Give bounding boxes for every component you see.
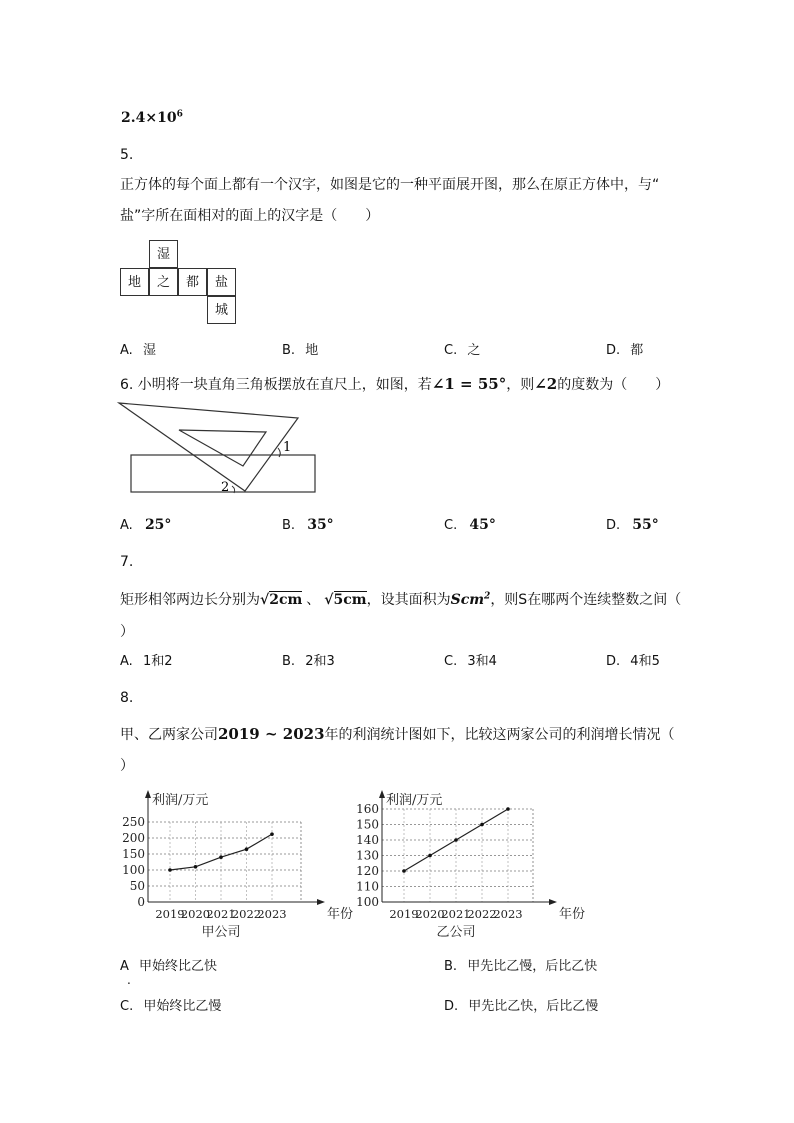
- chart-yi: [345, 788, 586, 948]
- data-point: [402, 869, 406, 873]
- q7-text: [120, 590, 681, 610]
- option-text: 湿: [142, 343, 156, 358]
- x-tick-label: 2023: [257, 907, 287, 921]
- angle1-label: 1: [283, 440, 292, 455]
- q7-text-line2: ）: [120, 624, 134, 640]
- q7-text-mid: ，设其面积为: [366, 592, 451, 608]
- q6-text: [120, 374, 669, 395]
- x-tick-label: 2022: [231, 907, 262, 921]
- y-tick-label: 160: [356, 802, 379, 816]
- angle1-arc: [278, 448, 280, 457]
- x-tick-label: 2019: [155, 907, 185, 921]
- chart-title: 乙公司: [436, 925, 476, 940]
- option-letter: [120, 959, 131, 987]
- option-letter: C.: [444, 343, 458, 358]
- net-cell-row-3: 盐: [207, 268, 236, 296]
- angle2-label: 2: [221, 480, 230, 495]
- y-tick-label: 120: [356, 864, 379, 878]
- q7-side1: [260, 591, 302, 608]
- net-cell-top: 湿: [149, 240, 178, 268]
- x-axis-label: 年份: [327, 907, 354, 922]
- x-tick-label: 2023: [493, 907, 523, 921]
- q6-option-b[interactable]: [282, 516, 334, 535]
- sqrt-sign: √: [260, 592, 270, 608]
- y-tick-label: 100: [356, 895, 379, 909]
- prev-answer-exp: 6: [176, 109, 183, 120]
- data-point: [168, 868, 172, 872]
- y-tick-label: 200: [122, 831, 145, 845]
- q7-text-pre: 矩形相邻两边长分别为: [120, 592, 260, 608]
- x-axis-arrow: [317, 899, 325, 905]
- option-letter: B.: [282, 343, 296, 358]
- option-letter-dot: .: [127, 973, 131, 987]
- q7-option-a[interactable]: [120, 653, 172, 671]
- y-axis-label: 利润/万元: [152, 793, 209, 808]
- data-point: [480, 823, 484, 827]
- x-tick-label: 2020: [415, 907, 445, 921]
- data-point: [506, 807, 510, 811]
- net-cell-row-0: 地: [120, 268, 149, 296]
- q8-years: 2019 ~ 2023: [218, 725, 325, 743]
- option-letter: D.: [444, 999, 459, 1014]
- q8-text-pre: 甲、乙两家公司: [120, 727, 218, 743]
- chart-jia: [115, 788, 354, 948]
- q8-option-a[interactable]: [120, 958, 218, 987]
- y-tick-label: 50: [129, 879, 145, 893]
- q8-number: 8.: [120, 690, 134, 706]
- option-text: 35°: [307, 517, 334, 533]
- option-text: 1和2: [142, 654, 173, 669]
- x-tick-label: 2019: [389, 907, 419, 921]
- q8-text-line2: ）: [120, 758, 134, 774]
- net-cell-row-2: 都: [178, 268, 207, 296]
- y-tick-label: 100: [122, 863, 145, 877]
- q6-text-post: 的度数为（ ）: [557, 377, 670, 393]
- option-text: 甲先比乙慢，后比乙快: [467, 959, 598, 974]
- q8-text: [120, 724, 675, 745]
- q5-number: 5.: [120, 147, 134, 163]
- q7-area-exp: 2: [484, 591, 491, 602]
- q7-option-d[interactable]: [606, 653, 660, 671]
- option-letter: A.: [120, 518, 133, 533]
- x-tick-label: 2022: [467, 907, 497, 921]
- option-letter: C.: [120, 999, 134, 1014]
- q6-option-d[interactable]: [606, 516, 659, 535]
- q5-text-line2: 盐”字所在面相对的面上的汉字是（ ）: [120, 208, 380, 224]
- q7-option-b[interactable]: [282, 653, 335, 671]
- data-point: [219, 855, 223, 859]
- y-tick-label: 150: [122, 847, 145, 861]
- option-text: 地: [305, 343, 319, 358]
- option-letter: C.: [444, 518, 458, 533]
- q8-option-b[interactable]: [444, 958, 597, 976]
- y-tick-label: 130: [356, 848, 379, 863]
- x-axis-arrow: [549, 899, 557, 905]
- data-point: [428, 854, 432, 858]
- q8-text-post: 年的利润统计图如下，比较这两家公司的利润增长情况（: [324, 727, 675, 743]
- option-text: 25°: [144, 517, 172, 533]
- option-text: 甲始终比乙慢: [143, 999, 222, 1014]
- q5-option-a[interactable]: [120, 342, 156, 360]
- q7-area-base: Scm: [450, 592, 485, 608]
- y-tick-label: 140: [356, 833, 379, 847]
- x-tick-label: 2021: [441, 907, 471, 921]
- q7-option-c[interactable]: [444, 653, 497, 671]
- q7-separator: 、: [306, 592, 321, 608]
- option-letter: A.: [120, 343, 133, 358]
- y-tick-label: 250: [122, 815, 145, 829]
- option-letter: B.: [444, 959, 458, 974]
- x-axis-label: 年份: [559, 907, 586, 922]
- q7-area: [451, 592, 491, 608]
- option-text: 之: [467, 343, 481, 358]
- option-letter-text: A: [120, 959, 129, 974]
- q7-side2: [324, 591, 366, 608]
- y-axis-arrow: [379, 790, 385, 798]
- x-tick-label: 2021: [206, 907, 236, 921]
- q6-text-mid: ，则: [506, 377, 535, 393]
- option-text: 都: [630, 343, 644, 358]
- q8-option-c[interactable]: [120, 998, 221, 1016]
- q5-option-c[interactable]: [444, 342, 480, 360]
- option-letter: D.: [606, 518, 621, 533]
- triangle-inner: [179, 430, 266, 466]
- y-axis-arrow: [145, 790, 151, 798]
- x-tick-label: 2020: [180, 907, 211, 921]
- q6-option-c[interactable]: [444, 516, 496, 535]
- option-text: 4和5: [630, 654, 660, 669]
- data-point: [245, 847, 249, 851]
- option-text: 45°: [469, 517, 496, 533]
- option-letter: C.: [444, 654, 458, 669]
- net-cell-row-1: 之: [149, 268, 178, 296]
- net-cell-bottom: 城: [207, 296, 236, 324]
- prev-answer: [121, 108, 183, 128]
- option-text: 3和4: [467, 654, 497, 669]
- y-tick-label: 0: [137, 895, 145, 909]
- y-axis-label: 利润/万元: [386, 793, 443, 808]
- prev-answer-base: 2.4×10: [121, 110, 177, 126]
- q6-angle1: ∠1 = 55°: [431, 375, 507, 393]
- q7-side2-value: 5cm: [333, 592, 367, 608]
- option-text: 2和3: [305, 654, 335, 669]
- data-point: [194, 865, 198, 869]
- option-letter: B.: [282, 654, 296, 669]
- triangle-ruler-figure: [115, 398, 325, 498]
- option-text: 55°: [632, 517, 659, 533]
- option-letter: D.: [606, 343, 621, 358]
- option-letter: B.: [282, 518, 296, 533]
- option-letter: D.: [606, 654, 621, 669]
- option-text: 甲始终比乙快: [139, 959, 218, 974]
- q6-option-a[interactable]: [120, 516, 171, 535]
- y-tick-label: 110: [356, 879, 379, 894]
- sqrt-sign: √: [324, 592, 334, 608]
- q7-side1-value: 2cm: [269, 592, 303, 608]
- data-point: [454, 838, 458, 842]
- q5-text-line1: 正方体的每个面上都有一个汉字，如图是它的一种平面展开图，那么在原正方体中，与“: [120, 177, 660, 193]
- chart-title: 甲公司: [201, 925, 241, 940]
- option-text: 甲先比乙快，后比乙慢: [468, 999, 599, 1014]
- q6-text-pre: 6. 小明将一块直角三角板摆放在直尺上，如图，若: [120, 377, 432, 393]
- q5-option-d[interactable]: [606, 342, 643, 360]
- option-letter: A.: [120, 654, 133, 669]
- q7-number: 7.: [120, 554, 134, 570]
- q7-text-post: ，则S在哪两个连续整数之间（: [490, 592, 682, 608]
- data-point: [270, 832, 274, 836]
- q6-angle2: ∠2: [534, 375, 558, 393]
- q5-option-b[interactable]: [282, 342, 318, 360]
- q8-option-d[interactable]: [444, 998, 598, 1016]
- y-tick-label: 150: [356, 817, 379, 832]
